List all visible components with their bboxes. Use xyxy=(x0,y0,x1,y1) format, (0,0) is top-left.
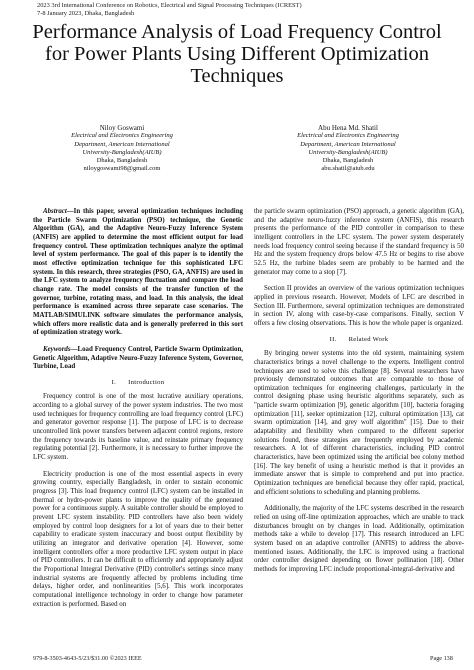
body-paragraph: Additionally, the majority of the LFC systems described in the research relied on using off-line optimization approaches, which are unable to track disturbances brought on by changes in load. Additionally, optimization methods take a while to develop [17]. This research introduced an LFC system based on an adaptive controller (ANFIS) to address the above-mentioned issues. Additionally, the LFC is improved using a fractional order controller designed depending on flower pollination [18]. Other methods for improving LFC include proportional-integral-derivative and xyxy=(254,505,464,573)
author-department: Electrical and Electronics Engineering xyxy=(71,132,173,140)
abstract xyxy=(33,208,243,338)
author-location: Dhaka, Bangladesh xyxy=(322,157,374,165)
author-email: abu.shatil@aiub.edu xyxy=(321,165,375,173)
author-block-2 xyxy=(248,124,448,174)
author-block-1 xyxy=(22,124,222,174)
author-university: University-Bangladesh(AIUB) xyxy=(308,148,388,156)
body-paragraph: Section II provides an overview of the various optimization techniques applied in previous research. However, Models of LFC are described in Section III. Furthermore, several optimization techniques are demonstrated in section IV, along with case-by-case comparisons. Finally, section V offers a few closing observations. This is how the whole paper is organized. xyxy=(254,285,464,327)
right-column xyxy=(254,208,464,575)
footer-copyright: 979-8-3503-4643-5/23/$31.00 ©2023 IEEE xyxy=(33,655,142,662)
keywords-label: Keywords xyxy=(43,345,71,353)
left-column xyxy=(33,208,243,609)
author-location: Dhaka, Bangladesh xyxy=(96,157,148,165)
body-paragraph: Frequency control is one of the most lucrative auxiliary operations, according to a global survey of the power system industries. The two most used techniques for frequency controlling are load frequency control (LFC) and generator governor response [1]. The purpose of LFC is to decrease uncontrolled link power transfers between adjacent control regions, restore the frequency towards its baseline value, and reinstate primary frequency regulating potential [2]. Furthermore, it is necessary to further improve the LFC system. xyxy=(33,393,243,462)
abstract-label: Abstract xyxy=(43,208,67,215)
conference-header-line1: 2023 3rd International Conference on Robotics, Electrical and Signal Processing Techniques (ICREST) xyxy=(37,2,302,9)
section-number: II. xyxy=(329,335,337,343)
section-title: Related Work xyxy=(348,335,389,343)
section-title: Introduction xyxy=(128,378,165,386)
author-name: Niloy Goswami xyxy=(99,124,145,132)
conference-header xyxy=(37,2,302,17)
author-name: Abu Hena Md. Shatil xyxy=(318,124,378,132)
keywords-dash: — xyxy=(70,345,78,353)
footer-page-number: Page 138 xyxy=(430,655,453,662)
author-university: University-Bangladesh(AIUB) xyxy=(82,148,162,156)
keywords-text: Load Frequency Control, Particle Swarm Optimization, Genetic Algorithm, Adaptive Neuro-Fuzzy Inference System, Governor, Turbine, Load xyxy=(33,345,243,371)
abstract-text: In this paper, several optimization techniques including the Particle Swarm Optimization (PSO) technique, the Genetic Algorithm (GA), and the Adaptive Neuro-Fuzzy Inference System (ANFIS) are applied to determine the most efficient output for load frequency control. These optimization techniques analyze the optimal level of system performance. The goal of this paper is to identify the most effective optimization technique for this sophisticated LFC system. In this research, three strategies (PSO, GA, ANFIS) are used in the LFC system to analyze frequency fluctuation and compare the load change rate. The model consists of the transfer function of the governor, turbine, rotating mass, and load. In this analysis, the ideal performance is examined across three separate case scenarios. The MATLAB/SIMULINK software simulates the performance analysis, which offers more realistic data and is generally preferred in this sort of optimization strategy work. xyxy=(33,208,243,337)
section-heading-related-work xyxy=(254,336,464,345)
author-department: Electrical and Electronics Engineering xyxy=(297,132,399,140)
author-email: niloygoswami98@gmail.com xyxy=(83,165,161,173)
keywords xyxy=(33,346,243,372)
body-paragraph: Electricity production is one of the most essential aspects in every growing country, especially Bangladesh, in order to sustain economic progress [3]. This load frequency control (LFC) system can be installed in thermal or hydro-power plants to improve the quality of the generated power for a continuous supply. A suitable controller should be employed to prevent LFC system instability. PID controllers have also been widely employed by control loop designers for a lot of years due to their better capability to eradicate system inaccuracy and boost output flexibility by utilizing an integrator and derivative operation [4]. However, some intelligent controllers offer a more productive LFC system output in place of PID controllers. It can be difficult to efficiently and appropriately adjust the Proportional Integral Derivative (PID) controller's settings since many industrial systems are frequently affected by problems including time delays, higher order, and nonlinearities [5,6]. This work incorporates computational intelligence technology in order to change how parameter extraction is performed. Based on xyxy=(33,470,243,608)
body-paragraph: the particle swarm optimization (PSO) approach, a genetic algorithm (GA), and the adaptive neuro-fuzzy inference system (ANFIS), this research presents the performance of the PID controller in comparison to these intelligent controllers in the LFC system. The power system desperately needs load frequency control seeing because if the standard frequency is 50 Hz and the system frequency drops below 47.5 Hz or begins to rise above 52.5 Hz, the turbine blades seem are probably to be harmed and the generator may come to a stop [7]. xyxy=(254,208,464,276)
body-paragraph: By bringing newer systems into the old system, maintaining system characteristics brings a novel challenge to the experts. Intelligent control techniques are used to solve this challenge [8]. Several researchers have previously demonstrated outcomes that are comparable to those of optimization techniques for engineering challenges, particularly in the control designing phase using heuristic algorithms separately, such as "particle swarm optimization [9], genetic algorithm [10], bacteria foraging optimization [11], seeker optimization [12], cultural optimization [13], cat swarm optimization [14], and grey wolf algorithm" [15]. Due to their adaptability and flexibility when compared to the different superior solutions found, these strategies are frequently employed by academic researchers. A lot of different characteristics, including PID control characteristics, have been optimized using the artificial bee colony method [16]. The key benefit of using a heuristic method is that it provides an immediate answer that is simple to comprehend and put into practice. Optimization techniques are beneficial because they offer rapid, practical, and efficient solutions to scheduling and planning problems. xyxy=(254,350,464,496)
conference-header-line2: 7-8 January 2023, Dhaka, Bangladesh xyxy=(37,9,135,17)
author-department-line2: Department, American International xyxy=(300,140,396,148)
section-heading-introduction xyxy=(33,379,243,388)
author-department-line2: Department, American International xyxy=(74,140,170,148)
paper-title: Performance Analysis of Load Frequency Control for Power Plants Using Different Optimization Techniques xyxy=(32,21,442,87)
section-number: I. xyxy=(111,378,117,386)
abstract-dash: — xyxy=(66,208,74,215)
